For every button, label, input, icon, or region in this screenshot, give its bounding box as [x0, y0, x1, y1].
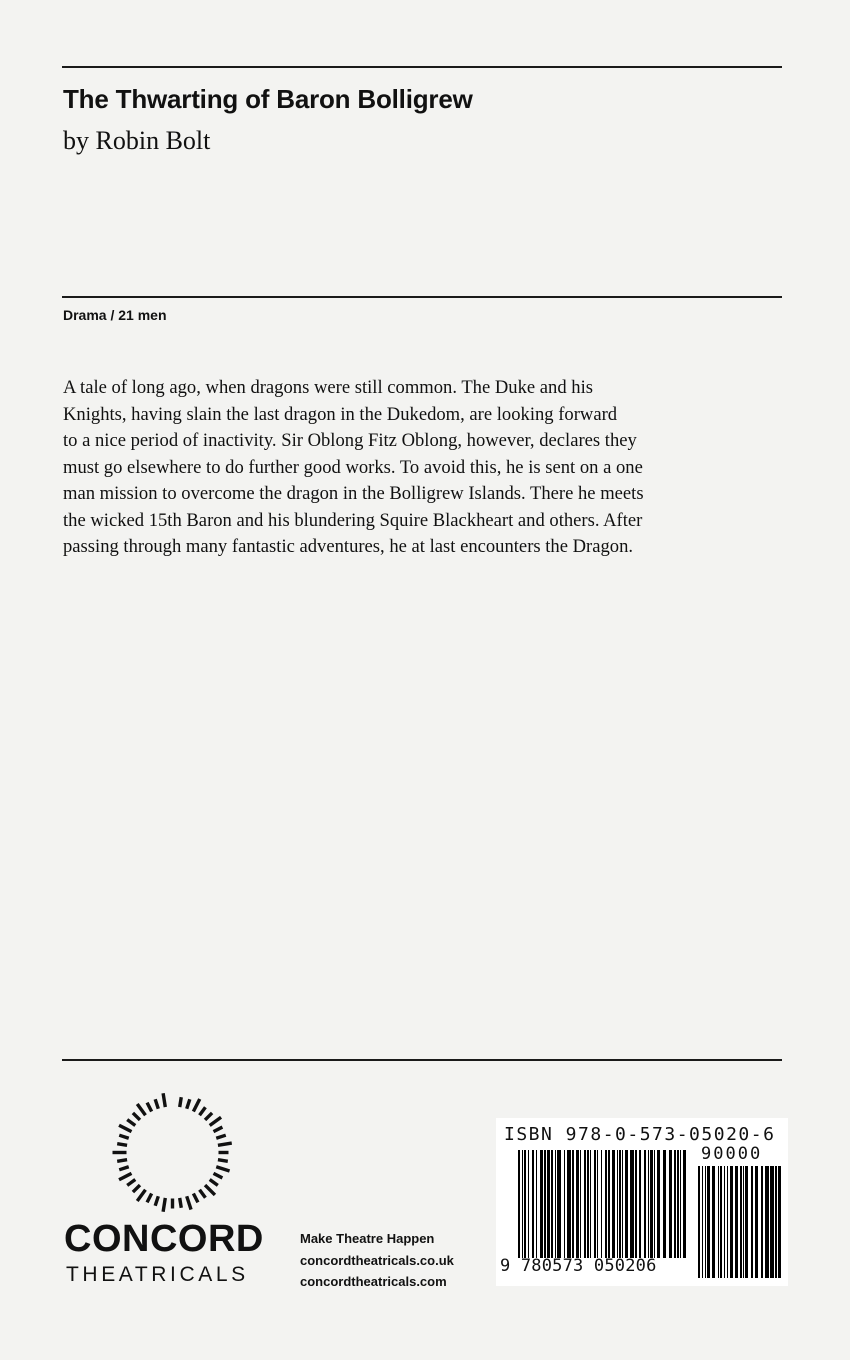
logo-ring-dash — [205, 1113, 212, 1120]
logo-ring-dash — [218, 1160, 228, 1162]
barcode-bar — [745, 1166, 748, 1278]
barcode-bar — [727, 1166, 728, 1278]
barcode-bar — [755, 1166, 758, 1278]
barcode-bar — [522, 1150, 523, 1258]
barcode-bar — [601, 1150, 602, 1258]
logo-ring-dash — [119, 1125, 131, 1131]
barcode-bar — [540, 1150, 543, 1258]
barcode-bar — [683, 1150, 686, 1258]
logo-ring-dash — [155, 1196, 158, 1206]
barcode-bar — [765, 1166, 769, 1278]
book-author: by Robin Bolt — [63, 126, 211, 155]
barcode-bar — [707, 1166, 710, 1278]
barcode-bar — [576, 1150, 579, 1258]
publisher-name: CONCORD — [64, 1218, 264, 1260]
barcode-bar — [619, 1150, 621, 1258]
barcode-bar — [572, 1150, 574, 1258]
logo-ring-dash — [200, 1190, 206, 1198]
barcode-bar — [587, 1150, 589, 1258]
synopsis-line: the wicked 15th Baron and his blundering Squire Blackheart and others. After — [63, 509, 643, 531]
barcode-bar — [605, 1150, 607, 1258]
barcode-bar — [608, 1150, 610, 1258]
top-rule — [62, 66, 782, 68]
logo-ring-dash — [147, 1193, 152, 1202]
barcode-bar — [650, 1150, 653, 1258]
logo-ring-dash — [205, 1185, 215, 1195]
barcode-main-bars — [518, 1150, 686, 1258]
barcode-bar — [590, 1150, 591, 1258]
barcode-bar — [669, 1150, 672, 1258]
logo-ring-dash — [193, 1099, 199, 1111]
barcode-bar — [622, 1150, 623, 1258]
barcode-bar — [724, 1166, 725, 1278]
logo-ring-dash — [213, 1127, 222, 1132]
genre-rule — [62, 296, 782, 298]
barcode-bar — [584, 1150, 586, 1258]
logo-ring-dash — [180, 1198, 182, 1208]
synopsis — [63, 375, 783, 561]
barcode-bar — [597, 1150, 598, 1258]
barcode-bar — [735, 1166, 738, 1278]
logo-ring-dash — [193, 1193, 198, 1202]
barcode-bar — [635, 1150, 637, 1258]
logo-ring-dash — [200, 1107, 206, 1115]
logo-ring-dash — [213, 1173, 222, 1178]
barcode-bar — [720, 1166, 722, 1278]
barcode-bar — [612, 1150, 615, 1258]
publisher-url-uk[interactable]: concordtheatricals.co.uk — [300, 1253, 454, 1268]
logo-ring-dash — [137, 1104, 145, 1115]
publisher-tagline: Make Theatre Happen — [300, 1231, 435, 1246]
barcode-bar — [712, 1166, 715, 1278]
publisher-subname: THEATRICALS — [66, 1263, 249, 1286]
book-title: The Thwarting of Baron Bolligrew — [63, 84, 473, 114]
logo-ring-dash — [210, 1180, 218, 1186]
barcode-bar — [617, 1150, 618, 1258]
barcode-bar — [555, 1150, 556, 1258]
logo-ring-dash — [163, 1093, 165, 1107]
genre-cast-label: Drama / 21 men — [63, 307, 167, 323]
logo-ring-dash — [163, 1198, 165, 1212]
barcode-addon-bars — [698, 1166, 782, 1278]
barcode-bar — [639, 1150, 641, 1258]
barcode-bar — [544, 1150, 546, 1258]
logo-ring-dash — [137, 1190, 145, 1201]
barcode-bar — [677, 1150, 679, 1258]
logo-ring-dash — [133, 1185, 140, 1192]
logo-ring-dash — [147, 1103, 152, 1112]
barcode-bar — [648, 1150, 649, 1258]
barcode-bar — [536, 1150, 537, 1258]
logo-ring-dash — [117, 1144, 127, 1146]
logo-ring-dash — [155, 1099, 158, 1109]
synopsis-line: must go elsewhere to do further good works. To avoid this, he is sent on a one — [63, 456, 643, 478]
barcode-bar — [740, 1166, 742, 1278]
barcode-bar — [524, 1150, 526, 1258]
logo-ring-dash — [216, 1135, 226, 1138]
logo-ring-dash — [119, 1173, 131, 1179]
logo-ring-dash — [210, 1117, 221, 1125]
barcode-bar — [567, 1150, 571, 1258]
barcode-bar — [761, 1166, 763, 1278]
barcode-bar — [680, 1150, 681, 1258]
barcode-bar — [657, 1150, 660, 1258]
barcode-bar — [770, 1166, 774, 1278]
barcode-bar — [702, 1166, 703, 1278]
barcode-bar — [778, 1166, 781, 1278]
price-code: 90000 — [701, 1144, 763, 1164]
barcode-bar — [743, 1166, 744, 1278]
logo-ring-dash — [187, 1196, 191, 1209]
barcode-bar — [718, 1166, 719, 1278]
isbn-barcode — [496, 1118, 788, 1286]
synopsis-line: to a nice period of inactivity. Sir Oblong Fitz Oblong, however, declares they — [63, 430, 637, 451]
barcode-bar — [674, 1150, 676, 1258]
logo-ring-dash — [216, 1167, 229, 1171]
barcode-bar — [775, 1166, 777, 1278]
barcode-bar — [698, 1166, 700, 1278]
barcode-bar — [644, 1150, 646, 1258]
footer-rule — [62, 1059, 782, 1061]
barcode-digits: 9 780573 050206 — [500, 1256, 657, 1276]
logo-ring-dash — [218, 1143, 232, 1145]
barcode-bar — [564, 1150, 565, 1258]
logo-ring-dash — [119, 1167, 129, 1170]
barcode-bar — [630, 1150, 634, 1258]
barcode-bar — [663, 1150, 666, 1258]
logo-ring-dash — [133, 1113, 140, 1120]
barcode-bar — [654, 1150, 655, 1258]
publisher-url-com[interactable]: concordtheatricals.com — [300, 1274, 447, 1289]
barcode-bar — [528, 1150, 529, 1258]
logo-ring-dash — [127, 1120, 135, 1126]
barcode-bar — [594, 1150, 596, 1258]
logo-ring-dash — [187, 1099, 190, 1109]
logo-ring-dash — [127, 1180, 135, 1186]
barcode-bar — [705, 1166, 706, 1278]
barcode-bar — [751, 1166, 753, 1278]
synopsis-line: passing through many fantastic adventures, he at last encounters the Dragon. — [63, 536, 634, 557]
isbn-label: ISBN 978-0-573-05020-6 — [504, 1124, 776, 1145]
barcode-bar — [557, 1150, 561, 1258]
barcode-bar — [547, 1150, 550, 1258]
logo-ring-dash — [119, 1135, 129, 1138]
barcode-bar — [518, 1150, 520, 1258]
logo-ring-dash — [117, 1160, 127, 1162]
synopsis-line: A tale of long ago, when dragons were still common. The Duke and his — [63, 377, 593, 398]
barcode-bar — [532, 1150, 534, 1258]
synopsis-line: man mission to overcome the dragon in the Bolligrew Islands. There he meets — [63, 483, 644, 504]
concord-ring-logo-icon — [110, 1090, 235, 1215]
barcode-bar — [551, 1150, 553, 1258]
synopsis-line: Knights, having slain the last dragon in the Dukedom, are looking forward — [63, 403, 618, 425]
barcode-bar — [730, 1166, 733, 1278]
logo-ring-dash — [180, 1097, 182, 1107]
barcode-bar — [625, 1150, 628, 1258]
barcode-bar — [580, 1150, 581, 1258]
